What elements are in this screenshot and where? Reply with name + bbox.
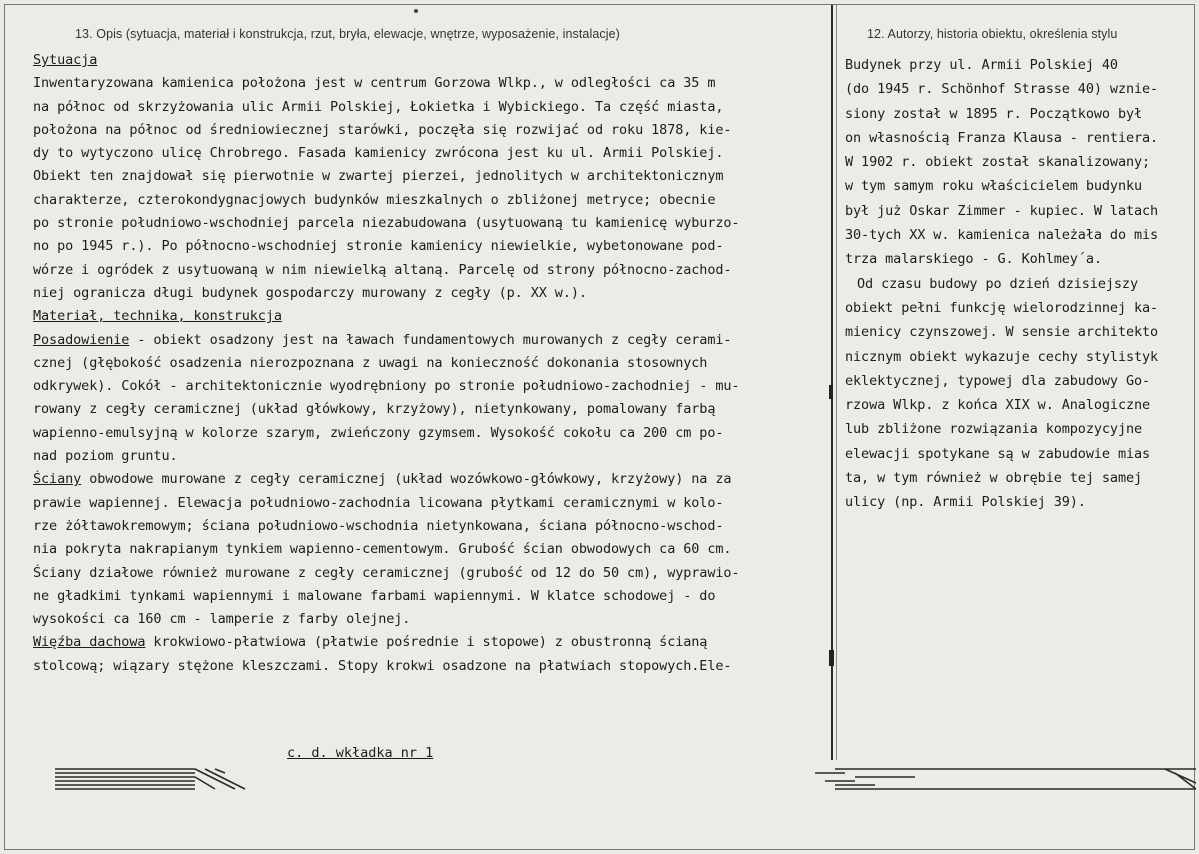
ink-mark [829,385,833,399]
continuation-note: c. d. wkładka nr 1 [287,745,434,761]
text-line: po stronie południowo-wschodniej parcela niezabudowana (usytuowaną tu kamienicę wyburzo- [33,215,740,232]
subheading-walls: Ściany [33,471,82,488]
ink-dot [414,9,418,13]
text-line: Od czasu budowy po dzień dzisiejszy [857,275,1138,292]
description-field-header: 13. Opis (sytuacja, materiał i konstrukcja, rzut, bryła, elewacje, wnętrze, wyposażenie, instalacje) [75,27,620,41]
subheading-roof-truss: Więźba dachowa [33,634,146,651]
text-line: rze żółtawokremowym; ściana południowo-wschodnia nietynkowana, ściana północno-wschod- [33,517,724,534]
text-line: elewacji spotykane są w zabudowie mias [845,445,1151,462]
text-line: lub zbliżone rozwiązania kompozycyjne [845,421,1143,438]
text-line: ne gładkimi tynkami wapiennymi i malowane farbami wapiennymi. W klatce schodowej - do [33,587,716,604]
text-line: obiekt pełni funkcję wielorodzinnej ka- [845,299,1159,316]
section-heading-situation: Sytuacja [33,52,98,68]
ink-mark [829,650,834,666]
text-line: w tym samym roku właścicielem budynku [845,178,1143,195]
text-fragment: - obiekt osadzony jest na ławach fundamentowych murowanych z cegły cerami- [129,331,732,348]
text-line: dy to wytyczono ulicę Chrobrego. Fasada kamienicy zwrócona jest ku ul. Armii Polskiej. [33,145,724,162]
text-line: charakterze, czterokondygnacjowych budynków mieszkalnych o zbliżonej metryce; obecnie [33,191,716,208]
description-text [33,49,828,678]
text-line: stolcową; wiązary stężone kleszczami. Stopy krokwi osadzone na płatwiach stopowych.Ele- [33,657,732,674]
text-line: był już Oskar Zimmer - kupiec. W latach [845,202,1159,219]
text-line: wapienno-emulsyjną w kolorze szarym, zwieńczony gzymsem. Wysokość cokołu ca 200 cm po- [33,424,724,441]
text-line: cznej (głębokość osadzenia nierozpoznana z uwagi na konieczność dokonania stosownych [33,354,708,371]
text-fragment: krokwiowo-płatwiowa (płatwie pośrednie i stopowe) z obustronną ścianą [145,634,708,651]
text-line: W 1902 r. obiekt został skanalizowany; [845,154,1151,171]
text-line: wysokości ca 160 cm - lamperie z farby olejnej. [33,611,411,628]
text-line: nicznym obiekt wykazuje cechy stylistyk [845,348,1159,365]
text-line: rowany z cegły ceramicznej (układ główkowy, krzyżowy), nietynkowany, pomalowany farbą [33,401,716,418]
history-text [845,53,1195,515]
text-line: na północ od skrzyżowania ulic Armii Polskiej, Łokietka i Wybickiego. Ta część miasta, [33,98,724,115]
text-line: prawie wapiennej. Elewacja południowo-zachodnia licowana płytkami ceramicznymi w kolo- [33,494,724,511]
text-line: eklektycznej, typowej dla zabudowy Go- [845,372,1151,389]
text-line: nia pokryta nakrapianym tynkiem wapienno-cementowym. Grubość ścian obwodowych ca 60 cm. [33,541,732,558]
text-line: odkrywek). Cokół - architektonicznie wyodrębniony po stronie południowo-zachodniej - mu- [33,378,740,395]
history-field-header: 12. Autorzy, historia obiektu, określenia stylu [867,27,1118,41]
text-line: Budynek przy ul. Armii Polskiej 40 [845,57,1118,73]
section-heading-material: Materiał, technika, konstrukcja [33,308,282,325]
text-line [33,329,828,352]
text-line: on własnością Franza Klausa - rentiera. [845,129,1159,146]
text-fragment: obwodowe murowane z cegły ceramicznej (układ wozówkowo-główkowy, krzyżowy) na za [81,471,732,488]
text-line: Obiekt ten znajdował się pierwotnie w zwartej pierzei, jednolitych w architektonicznym [33,168,724,185]
text-line: nad poziom gruntu. [33,448,178,465]
text-line [33,468,828,491]
text-line: 30-tych XX w. kamienica należała do mis [845,227,1159,244]
text-line: położona na północ od średniowiecznej starówki, poczęła się rozwijać od roku 1878, kie- [33,121,732,138]
text-line: siony został w 1895 r. Początkowo był [845,105,1143,122]
column-divider-inner [836,5,837,760]
text-line: trza malarskiego - G. Kohlmey´a. [845,251,1102,268]
perforation-strip [55,763,1196,795]
text-line: ta, w tym również w obrębie tej samej [845,470,1143,487]
text-line: Ściany działowe również murowane z cegły ceramicznej (grubość od 12 do 50 cm), wyprawio- [33,564,740,581]
text-line: ulicy (np. Armii Polskiej 39). [845,494,1086,511]
text-line [33,631,828,654]
subheading-foundation: Posadowienie [33,331,130,348]
text-line: Inwentaryzowana kamienica położona jest w centrum Gorzowa Wlkp., w odległości ca 35 m [33,75,716,92]
text-line: wórze i ogródek z usytuowaną w nim niewielką altaną. Parcelę od strony północno-zachod- [33,261,732,278]
column-divider [831,5,833,760]
text-line: rzowa Wlkp. z końca XIX w. Analogiczne [845,397,1151,414]
text-line: mienicy czynszowej. W sensie architekto [845,324,1159,341]
record-card-sheet [4,4,1195,850]
text-line: niej ogranicza długi budynek gospodarczy murowany z cegły (p. XX w.). [33,284,587,301]
text-line: (do 1945 r. Schönhof Strasse 40) wznie- [845,81,1159,98]
text-line: no po 1945 r.). Po północno-wschodniej stronie kamienicy niewielkie, wybetonowane pod- [33,238,724,255]
